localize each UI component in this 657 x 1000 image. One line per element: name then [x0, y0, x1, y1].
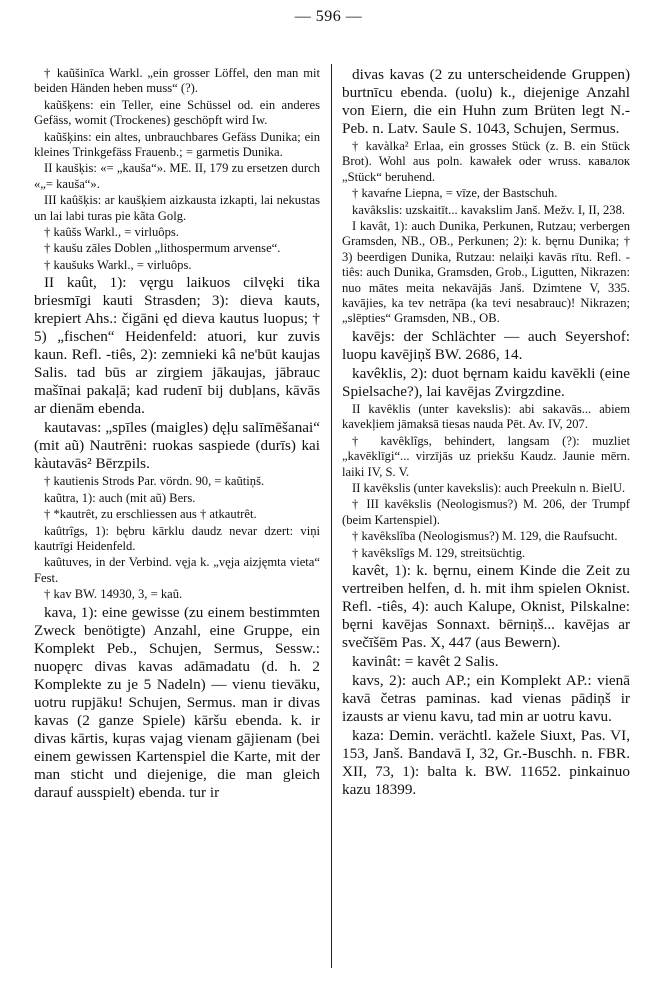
dictionary-entry: kavinât: = kavêt 2 Salis. — [352, 652, 499, 670]
column-divider — [331, 64, 332, 968]
dictionary-entry: divas kavas (2 zu unterscheidende Gruppen) burtnīcu ebenda. (uolu) k., diejenige Anzahl von Eiern, die ein Huhn zum Brüten legt N.-Peb. n. Latv. Saule S. 1043, Schujen, Sermus. — [342, 66, 630, 137]
dictionary-entry: II kaušķis: «= „kauša“». ME. II, 179 zu ersetzen durch «„= kauša“». — [34, 161, 320, 191]
dictionary-entry: † kavàlka² Erlaa, ein grosses Stück (z. B. ein Stück Brot). Wohl aus poln. kawałek oder wruss. кавалок „Stück“ beruhend. — [342, 139, 630, 184]
dictionary-entry: † III kavêkslis (Neologismus?) M. 206, der Trumpf (beim Kartenspiel). — [342, 497, 630, 527]
dictionary-entry: † kaũšinīca Warkl. „ein grosser Löffel, den man mit beiden Händen heben muss“ (?). — [34, 66, 320, 96]
dictionary-entry: kaũšķens: ein Teller, eine Schüssel od. ein anderes Gefäss, womit (Trockenes) geschöpft wird Iw. — [34, 97, 320, 128]
dictionary-entry: kavējs: der Schlächter — auch Seyershof: luopu kavējiņš BW. 2686, 14. — [342, 327, 630, 363]
dictionary-entry: kaza: Demin. verächtl. kažele Siuxt, Pas. VI, 153, Janš. Bandavā I, 32, Gr.-Buschh. n. FBR. XII, 73, 1): balta k. BW. 11652. pinkainuo kazu 18399. — [342, 726, 630, 798]
dictionary-entry: † kavaŕne Liepna, = vīze, der Bastschuh. — [352, 186, 558, 201]
dictionary-entry: kavâkslis: uzskaitīt... kavakslim Janš. Mežv. I, II, 238. — [352, 202, 626, 217]
dictionary-entry: kavêklis, 2): duot bęrnam kaidu kavēkli (eine Spielsache?), lai kavējas Zvirgzdine. — [342, 364, 630, 400]
dictionary-entry: kaũtra, 1): auch (mit aũ) Bers. — [44, 490, 196, 505]
dictionary-entry: II kavêklis (unter kavekslis): abi sakavās... abiem kavekļiem jāmaksā tiesas nauda Pēt. Av. IV, 207. — [342, 401, 630, 432]
page-number: — 596 — — [294, 8, 363, 25]
dictionary-entry: kaûtuves, in der Verbind. vęja k. „vęja aizjęmta vieta“ Fest. — [34, 555, 320, 585]
right-column — [342, 66, 630, 800]
dictionary-entry: † kaušu zāles Doblen „lithospermum arvense“. — [44, 241, 281, 256]
dictionary-entry: kava, 1): eine gewisse (zu einem bestimmten Zweck benötigte) Anzahl, eine Gruppe, ein Komplekt Peb., Schujen, Sermus, Sessw.: nuopęrc divas kavas adāmadatu (d. h. 2 Komplekte zu je 5 Nadeln) — vienu tievāku, uotru rupjāku! Schujen, Sermus. man ir divas kavas (2 ganze Spiele) kāršu ebenda. k. ir divas kārtis, kuŗas vajag vienam gājienam (bei einem gewissen Kartenspiel die Karte, mit der man sticht und diejenige, die man gleich darauf ausspielt) ebenda. tur ir — [34, 603, 320, 801]
dictionary-entry: kavêt, 1): k. bęrnu, einem Kinde die Zeit zu vertreiben helfen, d. h. mit ihm spielen Oknist. Refl. -tiês, 4): auch Kalupe, Oknist, Pilskalne: bęrni kavējas Sonnaxt. bērniņš... kavējas ar svečīšēm Pas. X, 447 (aus Bewern). — [342, 561, 630, 651]
dictionary-entry: kavs, 2): auch AP.; ein Komplekt AP.: vienā kavā četras paminas. kad vienas pādiņš ir izausts ar vienu kavu, tad min ar uotru kavu. — [342, 671, 630, 725]
left-column — [34, 66, 320, 803]
dictionary-entry: † kavêkslîba (Neologismus?) M. 129, die Raufsucht. — [352, 529, 618, 544]
dictionary-entry: III kaûšķis: ar kaušķiem aizkausta izkapti, lai nekustas un lai labi turas pie kãta Golg. — [34, 193, 320, 223]
dictionary-entry: II kavêkslis (unter kavekslis): auch Preekuln n. BielU. — [352, 480, 626, 495]
dictionary-entry: † kautienis Strods Par. vördn. 90, = kaũtiņš. — [44, 474, 265, 489]
dictionary-entry: kaûtrîgs, 1): bębru kārklu daudz nevar dzert: viņi kautrīgi Heidenfeld. — [34, 523, 320, 553]
dictionary-entry: kautavas: „spīles (maigles) dęļu salīmēšanai“ (mit aũ) Nautrēni: ruokas saspiede (durīs) kai kàutavās² Bērzpils. — [34, 419, 320, 473]
dictionary-entry: † kavêkslîgs M. 129, streitsüchtig. — [352, 545, 526, 560]
dictionary-entry: II kaût, 1): vęrgu laikuos cilvęki tika briesmīgi kauti Strasden; 3): dieva kauts, krepiert Ahs.: čigāni ęd dieva kautus luopus; † 5) „fischen“ Heidenfeld: atuori, kur zuvis kaun. Refl. -tiês, 2): zemnieki kâ ne'būt kaujas Salis. tad būs ar zirgiem jākaujas, jābrauc mašīnai pakaļā; kad rudenī bij dubļans, kāvās ar dienām ebenda. — [34, 274, 320, 418]
dictionary-entry: † kavêklîgs, behindert, langsam (?): muzliet „kavēklīgi“... virzījās uz priekšu Kaudz. Jaunie mērn. laiki IV, S. V. — [342, 433, 630, 479]
dictionary-entry: † *kautrêt, zu erschliessen aus † atkautrêt. — [44, 507, 257, 522]
dictionary-entry: I kavât, 1): auch Dunika, Perkunen, Rutzau; verbergen Gramsden, NB., OB., Perkunen; 2): k. bęrnu Dunika; † 3) beerdigen Dunika, Rutzau: nelaiķi kavās rītu. Refl. -tiês: auch Dunika, Gramsden, Grob., Ligutten, Nikrazen: nuo mātes meita nekavājās Janš. Dzimtene V, 335. kavājies, ka tev netrāpa (ka tevi nesabrauc)! Nikrazen; „slēpties“ Gramsden, NB., OB. — [342, 219, 630, 326]
dictionary-entry: kaũšķins: ein altes, unbrauchbares Gefäss Dunika; ein kleines Trinkgefäss Frauenb.; = garmetis Dunika. — [34, 129, 320, 160]
dictionary-entry: † kaûšs Warkl., = virluôps. — [44, 225, 179, 240]
dictionary-entry: † kaušuks Warkl., = virluôps. — [44, 257, 192, 272]
dictionary-entry: † kav BW. 14930, 3, = kaû. — [44, 587, 183, 602]
